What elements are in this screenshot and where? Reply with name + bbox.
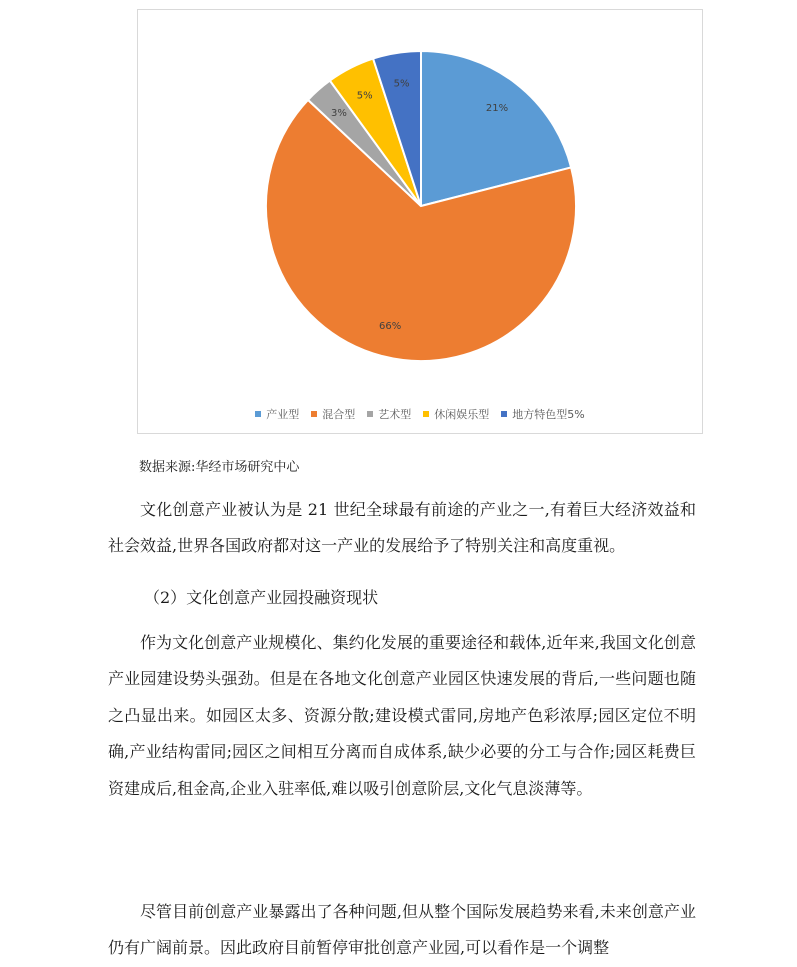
- legend-item-4: [501, 406, 584, 422]
- legend-swatch-3: [423, 411, 429, 417]
- legend-label-4: 地方特色型5%: [512, 408, 585, 421]
- legend-label-3: 休闲娱乐型: [434, 408, 490, 421]
- legend-item-1: [311, 406, 355, 422]
- legend-label-1: 混合型: [322, 408, 356, 421]
- paragraph-2: 作为文化创意产业规模化、集约化发展的重要途径和载体,近年来,我国文化创意产业园建设势头强劲。但是在各地文化创意产业园区快速发展的背后,一些问题也随之凸显出来。如园区太多、资源分散;建设模式雷同,房地产色彩浓厚;园区定位不明确,产业结构雷同;园区之间相互分离而自成体系,缺少必要的分工与合作;园区耗费巨资建成后,租金高,企业入驻率低,难以吸引创意阶层,文化气息淡薄等。: [108, 633, 696, 798]
- legend-swatch-4: [501, 411, 507, 417]
- legend-swatch-2: [367, 411, 373, 417]
- legend-swatch-1: [311, 411, 317, 417]
- data-source-note: 数据来源:华经市场研究中心: [139, 460, 300, 475]
- legend-swatch-0: [255, 411, 261, 417]
- legend-label-2: 艺术型: [378, 408, 412, 421]
- paragraph-1: 文化创意产业被认为是 21 世纪全球最有前途的产业之一,有着巨大经济效益和社会效益,世界各国政府都对这一产业的发展给予了特别关注和高度重视。: [108, 500, 696, 556]
- legend-item-3: [423, 406, 489, 422]
- legend-item-0: [255, 406, 299, 422]
- pie-chart-plot: [138, 10, 704, 435]
- data-label-4: 5%: [393, 78, 410, 90]
- data-label-1: 66%: [379, 321, 402, 333]
- paragraph-3: 尽管目前创意产业暴露出了各种问题,但从整个国际发展趋势来看,未来创意产业仍有广阔前景。因此政府目前暂停审批创意产业园,可以看作是一个调整: [108, 902, 696, 958]
- data-label-2: 3%: [331, 107, 347, 119]
- legend-item-2: [367, 406, 411, 422]
- data-label-3: 5%: [356, 90, 373, 102]
- legend-label-0: 产业型: [266, 408, 300, 421]
- section-heading: （2）文化创意产业园投融资现状: [144, 588, 379, 607]
- chart-legend: [138, 406, 702, 422]
- pie-chart: [137, 9, 703, 434]
- data-label-0: 21%: [485, 103, 509, 115]
